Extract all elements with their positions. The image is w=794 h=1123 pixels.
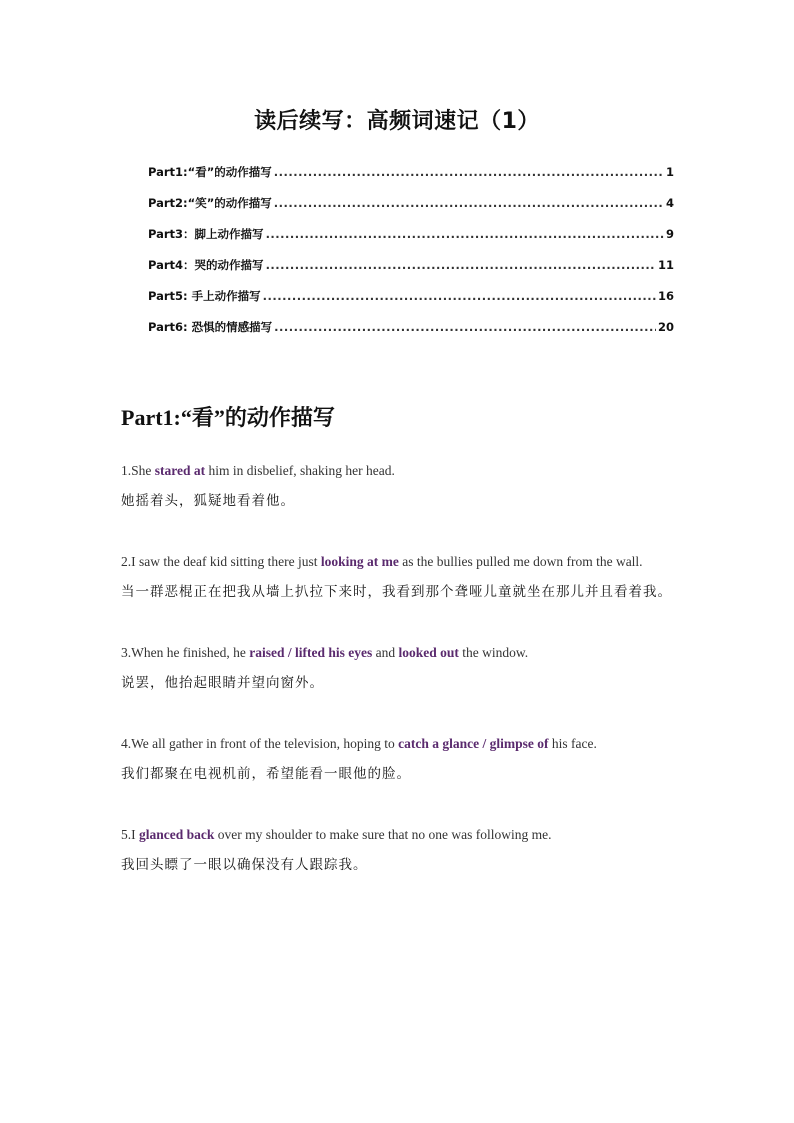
sentence-text: 4.We all gather in front of the television, hoping to <box>121 736 399 751</box>
toc-leader-dots <box>266 227 664 241</box>
english-sentence <box>121 638 674 668</box>
sentence-text: 2.I saw the deaf kid sitting there just <box>121 554 321 569</box>
document-title: 读后续写：高频词速记（1） <box>254 109 540 134</box>
english-sentence <box>121 729 674 759</box>
section-content <box>121 456 674 911</box>
toc-entry-label: Part4：哭的动作描写 <box>148 258 264 272</box>
toc-entry[interactable] <box>148 195 674 226</box>
chinese-translation: 我回头瞟了一眼以确保没有人跟踪我。 <box>121 857 368 873</box>
key-phrase: catch a glance / glimpse of <box>398 736 549 751</box>
toc-leader-dots <box>274 165 664 179</box>
sentence-text: as the bullies pulled me down from the wall. <box>398 554 643 569</box>
toc-page-number: 20 <box>657 320 674 334</box>
chinese-translation: 她摇着头，狐疑地看着他。 <box>121 493 295 509</box>
example-entry <box>121 638 674 698</box>
toc-entry-label: Part3：脚上动作描写 <box>148 227 264 241</box>
toc-page-number: 16 <box>657 289 674 303</box>
toc-page-number: 11 <box>657 258 674 272</box>
example-entry <box>121 456 674 516</box>
section-heading: Part1:“看”的动作描写 <box>121 405 335 430</box>
english-sentence <box>121 820 674 850</box>
toc-leader-dots <box>274 196 664 210</box>
toc-leader-dots <box>263 289 656 303</box>
key-phrase: looking at me <box>320 554 399 569</box>
example-entry <box>121 729 674 789</box>
key-phrase: glanced back <box>139 827 215 842</box>
key-phrase: raised / lifted his eyes <box>249 645 373 660</box>
toc-entry[interactable] <box>148 226 674 257</box>
key-phrase: stared at <box>154 463 206 478</box>
chinese-translation: 当一群恶棍正在把我从墙上扒拉下来时，我看到那个聋哑儿童就坐在那儿并且看着我。 <box>121 584 672 600</box>
sentence-text: and <box>372 645 399 660</box>
sentence-text: his face. <box>548 736 597 751</box>
toc-entry-label: Part2:“笑”的动作描写 <box>148 196 272 210</box>
toc-entry[interactable] <box>148 257 674 288</box>
example-entry <box>121 547 674 607</box>
chinese-translation: 说罢，他抬起眼睛并望向窗外。 <box>121 675 324 691</box>
key-phrase: looked out <box>398 645 459 660</box>
toc-page-number: 9 <box>665 227 674 241</box>
toc-entry-label: Part1:“看”的动作描写 <box>148 165 272 179</box>
english-sentence <box>121 456 674 486</box>
toc-entry[interactable] <box>148 319 674 350</box>
toc-page-number: 1 <box>665 165 674 179</box>
sentence-text: 1.She <box>121 463 155 478</box>
toc-entry[interactable] <box>148 288 674 319</box>
table-of-contents <box>148 164 674 350</box>
sentence-text: the window. <box>458 645 529 660</box>
sentence-text: over my shoulder to make sure that no one was following me. <box>214 827 552 842</box>
sentence-text: 5.I <box>121 827 139 842</box>
chinese-translation: 我们都聚在电视机前，希望能看一眼他的脸。 <box>121 766 411 782</box>
toc-leader-dots <box>266 258 656 272</box>
sentence-text: him in disbelief, shaking her head. <box>205 463 395 478</box>
toc-leader-dots <box>274 320 656 334</box>
toc-entry-label: Part5: 手上动作描写 <box>148 289 261 303</box>
sentence-text: 3.When he finished, he <box>121 645 250 660</box>
example-entry <box>121 820 674 880</box>
toc-entry-label: Part6: 恐惧的情感描写 <box>148 320 273 334</box>
toc-page-number: 4 <box>665 196 674 210</box>
english-sentence <box>121 547 674 577</box>
toc-entry[interactable] <box>148 164 674 195</box>
